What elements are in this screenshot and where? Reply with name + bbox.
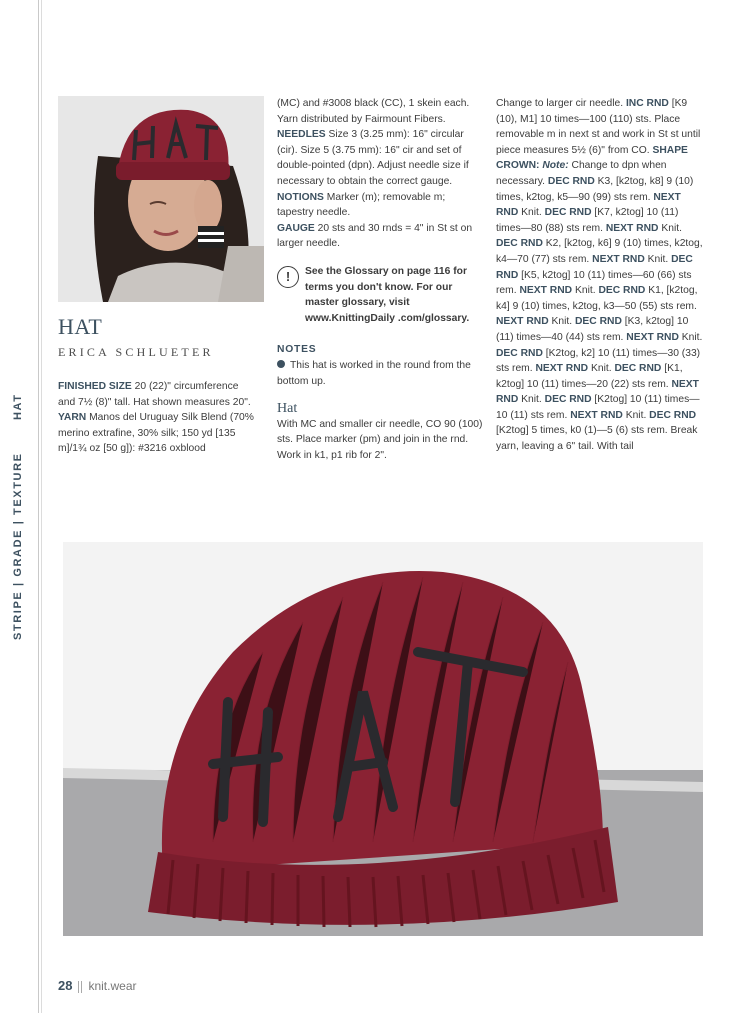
gauge-label: GAUGE — [277, 222, 315, 234]
notes-heading: NOTES — [277, 344, 317, 356]
hat-product-photo — [63, 542, 703, 936]
page-footer — [58, 978, 137, 993]
info-exclamation-icon: ! — [277, 266, 299, 288]
notions-para — [277, 190, 483, 221]
footer-separator — [78, 981, 82, 993]
yarn-text: Manos del Uruguay Silk Blend (70% merino extrafine, 30% silk; 150 yd [135 m]/1¾ oz [50 g]): #3216 oxblood — [58, 412, 254, 455]
finished-size-label: FINISHED SIZE — [58, 381, 132, 392]
finished-size-para — [58, 379, 258, 410]
magazine-name: knit.wear — [88, 979, 137, 993]
finished-size-text: 20 (22)" circumference and 7½ (8)" tall. Hat shown measures 20". — [58, 381, 251, 408]
yarn-label: YARN — [58, 412, 87, 424]
glossary-text: See the Glossary on page 116 for terms you don't know. For our master glossary, visit www.KnittingDaily .com/glossary. — [305, 265, 470, 324]
page-number: 28 — [58, 978, 73, 993]
model-photo — [58, 96, 264, 302]
glossary-callout — [277, 264, 483, 326]
notions-text: Marker (m); removable m; tapestry needle. — [277, 191, 446, 219]
hat-section-heading: Hat — [277, 401, 298, 417]
notions-label: NOTIONS — [277, 191, 324, 203]
pattern-author: ERICA SCHLUETER — [58, 345, 214, 359]
pattern-title: HAT — [58, 314, 103, 339]
margin-pattern-label: HAT — [12, 393, 24, 420]
bullet-icon — [277, 360, 285, 368]
column-2 — [277, 96, 483, 463]
column-3 — [496, 96, 704, 455]
yarn-para — [58, 410, 258, 457]
note-text: This hat is worked in the round from the bottom up. — [277, 359, 471, 387]
margin-section-label: STRIPE | GRADE | TEXTURE — [12, 452, 24, 640]
needles-text: Size 3 (3.25 mm): 16" circular (cir). Size 5 (3.75 mm): 16" cir and set of double-pointed (dpn). Adjust needle size if necessary to obtain the correct gauge. — [277, 129, 469, 187]
gauge-text: 20 sts and 30 rnds = 4" in St st on larger needle. — [277, 222, 473, 250]
needles-label: NEEDLES — [277, 129, 326, 141]
gauge-para — [277, 221, 483, 252]
hat-illustration — [63, 542, 703, 936]
crown-instructions: Change to larger cir needle. INC RND [K9 (10), M1] 10 times—100 (110) sts. Place removable m in next st and work in St st until piece measures 5½ (6)" from CO. SHAPE CROWN: Note: Change to dpn when necessary. DEC RND K3, [k2tog, k8] 9 (10) times, k2tog, k5—90 (99) sts rem. NEXT RND Knit. DEC RND [K7, k2tog] 10 (11) times—80 (88) sts rem. NEXT RND Knit. DEC RND K2, [k2tog, k6] 9 (10) times, k2tog, k4—70 (77) sts rem. NEXT RND Knit. DEC RND [K5, k2tog] 10 (11) times—60 (66) sts rem. NEXT RND Knit. DEC RND K1, [k2tog, k4] 9 (10) times, k2tog, k3—50 (55) sts rem. NEXT RND Knit. DEC RND [K3, k2tog] 10 (11) times—40 (44) sts rem. NEXT RND Knit. DEC RND [K2tog, k2] 10 (11) times—30 (33) sts rem. NEXT RND Knit. DEC RND [K1, k2tog] 10 (11) times—20 (22) sts rem. NEXT RND Knit. DEC RND [K2tog] 10 (11) times—10 (11) sts rem. NEXT RND Knit. DEC RND [K2tog] 5 times, k0 (1)—5 (6) sts rem. Break yarn, leaving a 6" tail. With tail — [496, 98, 703, 453]
note-item — [277, 358, 483, 389]
hat-instructions: With MC and smaller cir needle, CO 90 (100) sts. Place marker (pm) and join in the rnd. Work in k1, p1 rib for 2". — [277, 418, 483, 461]
model-illustration — [58, 96, 264, 302]
column-1 — [58, 379, 258, 457]
yarn-continued: (MC) and #3008 black (CC), 1 skein each. Yarn distributed by Fairmount Fibers. — [277, 98, 470, 125]
needles-para — [277, 127, 483, 189]
